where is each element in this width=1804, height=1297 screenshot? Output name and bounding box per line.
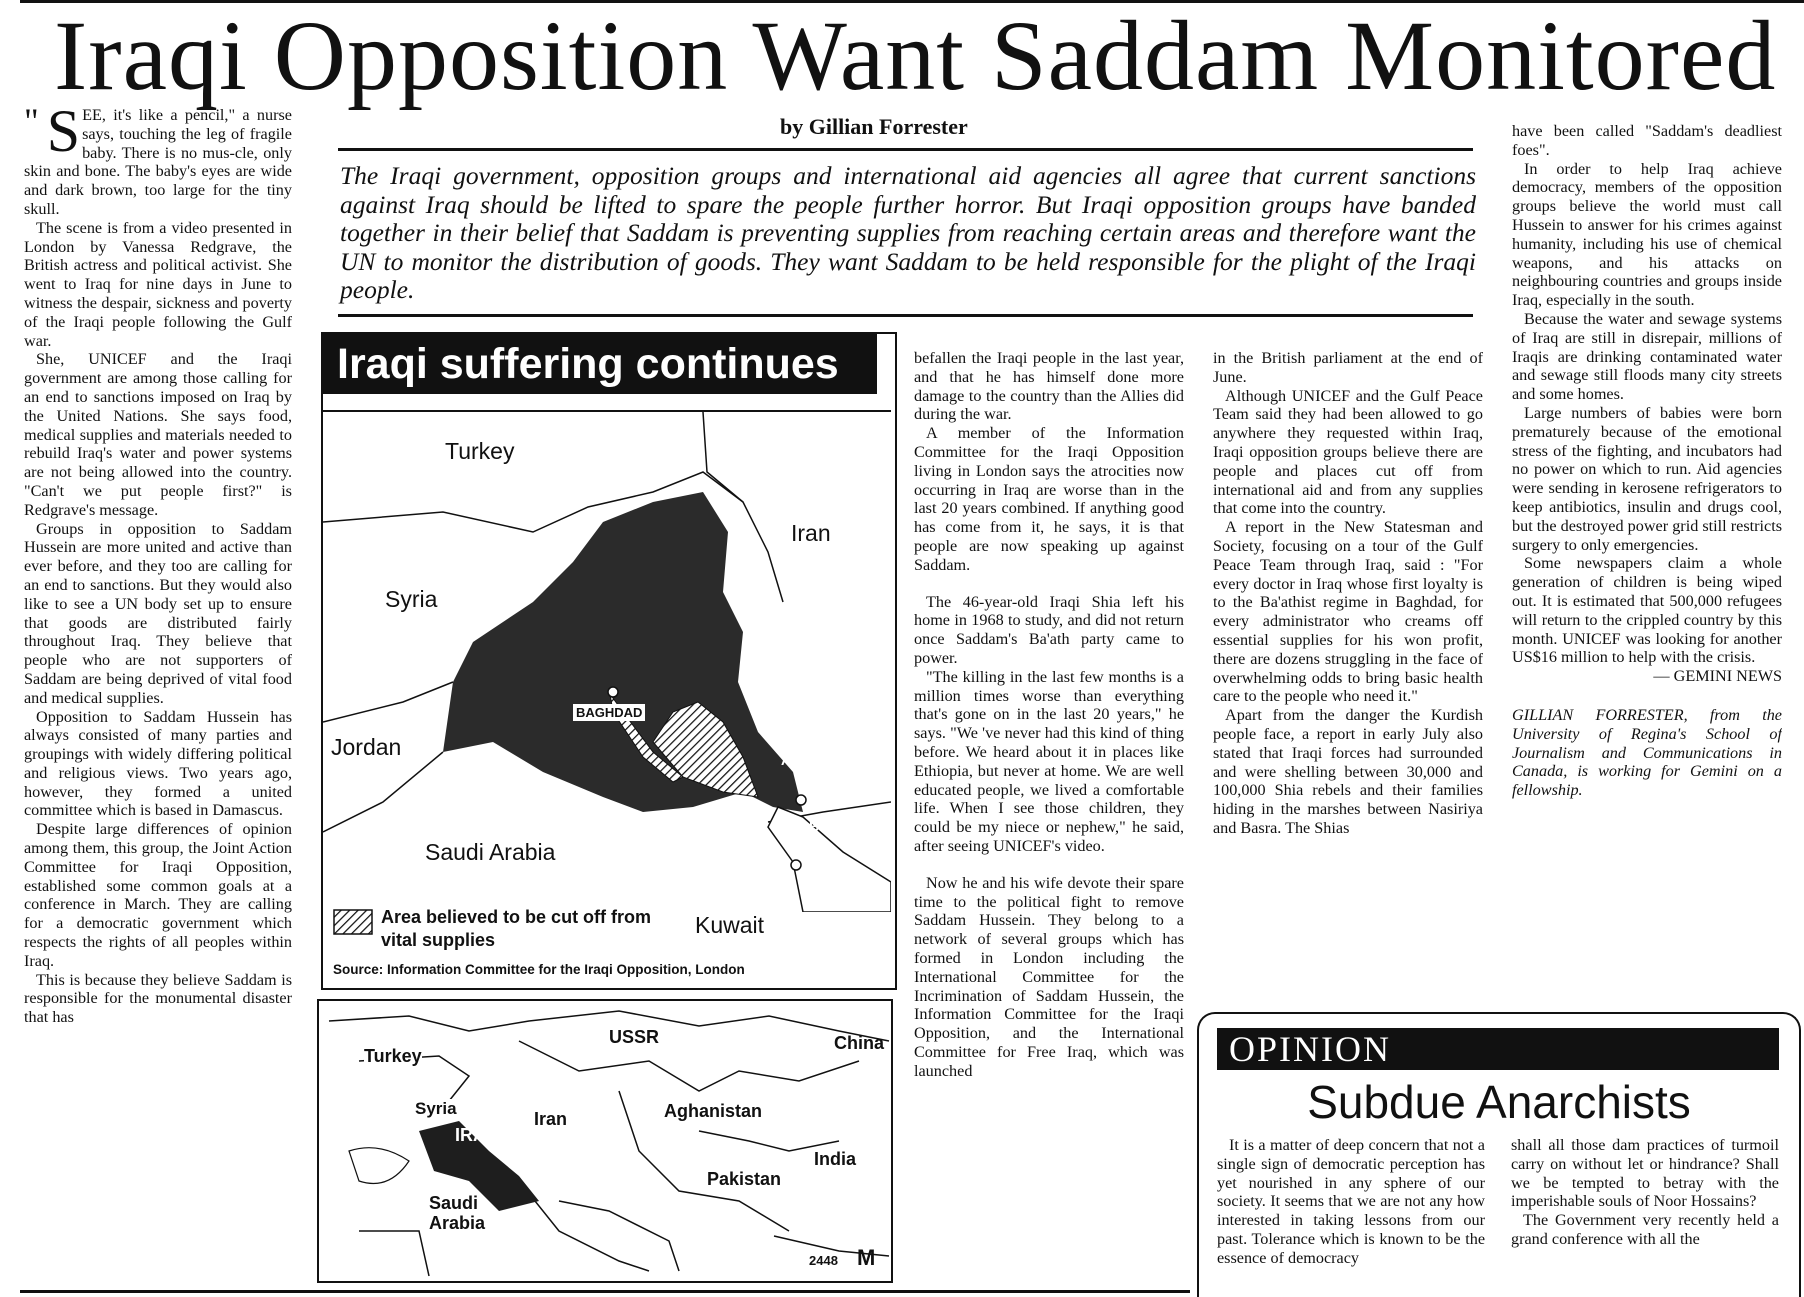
label-kuwait: Kuwait xyxy=(695,912,765,938)
opinion-title: Subdue Anarchists xyxy=(1307,1076,1691,1128)
paragraph: befallen the Iraqi people in the last year, and that he has himself done more damage to the country than the Allies did during the war. xyxy=(914,349,1184,424)
iraq-map xyxy=(321,332,897,990)
paragraph: The scene is from a video presented in London by Vanessa Redgrave, the British actress and political activist. She went to Iraq for nine days in June to witness the despair, sickness and poverty of the Iraqi people following the Gulf war. xyxy=(24,218,292,350)
paragraph: Apart from the danger the Kurdish people face, a report in early July also stated that Iraqi forces had surrounded and were shelling between 30,000 and 100,000 Shia rebels and their families hiding in the marshes between Nasiriya and Basra. The Shias xyxy=(1213,706,1483,837)
paragraph: A member of the Information Committee for the Iraqi Opposition living in London says the atrocities now occurring in Iraq are worse than in the last 20 years combined. If anything good has come from it, he says, it is that people are now speaking up against Saddam. xyxy=(914,424,1184,574)
paragraph: Large numbers of babies were born prematurely because of the emotional stress of the fighting, and incubators had no power on which to run. Aid agencies were sending in kerosene refrigerators to keep antibiotics, insulin and drugs cool, but the destroyed power grid still restricts surgery to only emergencies. xyxy=(1512,403,1782,554)
label-saudi-arabia: Saudi Arabia xyxy=(425,839,556,865)
legend-hatch-swatch xyxy=(333,909,373,935)
map-title-bar xyxy=(323,334,877,394)
article-column-1 xyxy=(24,106,292,1286)
label-al-amarah: Al'Amarah xyxy=(781,752,851,768)
drop-quote: " xyxy=(24,106,39,141)
opinion-label-bar xyxy=(1217,1028,1779,1070)
inset-label-iran: Iran xyxy=(534,1109,568,1129)
opinion-column-1: It is a matter of deep concern that not a single sign of democratic perception has yet nourished in any sphere of our society. It seems that we are not any how interested in taking lessons from our past. Tolerance which is known to be the essence of democracy xyxy=(1217,1136,1485,1267)
paragraph: A report in the New Statesman and Society, focusing on a tour of the Gulf Peace Team through Iraq, said : "For every doctor in Iraq whose first loyalty is to the Ba'athist regime in Baghdad, for every administrator who creams off essential supplies for his won profit, there are dozens struggling in the face of overwhelming odds to bring basic health care to the people who need it." xyxy=(1213,518,1483,706)
deck-rule-bottom xyxy=(338,314,1473,317)
paragraph: "The killing in the last few months is a million times worse than everything that's gone on in the last 20 years," he says. "We 've never had this kind of thing before. We heard about it in places like Ethiopia, but never at home. We are well educated people, we lived a comfortable life. When I see those children, they could be my niece or nephew," he said, after seeing UNICEF's video. xyxy=(914,667,1184,855)
gemini-logo: M xyxy=(857,1245,876,1270)
inset-label-india: India xyxy=(814,1149,857,1169)
paragraph: Although UNICEF and the Gulf Peace Team said they had been allowed to go anywhere they requested within Iraq, Iraqi opposition groups believe there are people and places cut off from international aid and from any supplies that come into the country. xyxy=(1213,386,1483,518)
inset-map-number: 2448 xyxy=(809,1253,838,1268)
paragraph: Now he and his wife devote their spare time to the political fight to remove Saddam Hussein. They belong to a network of several groups which has formed in London including the International Committee for the Incrimination of Saddam Hussein, the Information Committee for the Iraqi Opposition, and the International Committee for Free Iraq, which was launched xyxy=(914,873,1184,1080)
map-title: Iraqi suffering continues xyxy=(337,340,839,388)
map-graphic xyxy=(323,412,891,912)
label-jordan: Jordan xyxy=(331,734,402,760)
map-legend: Area believed to be cut off from vital supplies xyxy=(381,907,652,950)
region-inset-map xyxy=(317,999,893,1283)
deck-summary: The Iraqi government, opposition groups and international aid agencies all agree that current sanctions against Iraq should be lifted to spare the people further horror. But Iraqi opposition groups have banded together in their belief that Saddam is preventing supplies from reaching certain areas and therefore want the UN to monitor the distribution of goods. They want Saddam to be held responsible for the plight of the Iraqi people. xyxy=(340,161,1476,304)
bottom-rule xyxy=(20,1290,1190,1293)
byline: by Gillian Forrester xyxy=(780,114,968,139)
paragraph: Despite large differences of opinion among them, this group, the Joint Action Committee for Iraqi Opposition, established some common goals at a conference in March. They are calling for a democratic government which respects the rights of all peoples within Iraq. xyxy=(24,820,292,970)
signoff: — GEMINI NEWS xyxy=(1653,667,1782,686)
map-source: Source: Information Committee for the Iraqi Opposition, London xyxy=(333,962,745,977)
inset-label-pakistan: Pakistan xyxy=(707,1169,782,1189)
inset-label-syria: Syria xyxy=(415,1099,457,1118)
inset-label-turkey: Turkey xyxy=(364,1046,422,1066)
inset-label-china: China xyxy=(834,1033,885,1053)
article-column-3 xyxy=(914,349,1184,1289)
inset-label-iraq: IRAQ xyxy=(455,1125,500,1145)
opinion-column-2: shall all those dam practices of turmoil carry on without let or hindrance? Shall we be tempted to betray with the imperishable souls of Noor Hossains? The Government very recently held a grand conference with all the xyxy=(1511,1136,1779,1248)
label-turkey: Turkey xyxy=(445,438,515,464)
inset-label-arabia: Arabia xyxy=(429,1213,486,1233)
label-syria: Syria xyxy=(385,586,438,612)
paragraph: Some newspapers claim a whole generation of children is being wiped out. It is estimated that 500,000 refugees will return to the crippled country by this month. UNICEF was looking for another US$16 million to help with the crisis. xyxy=(1512,554,1782,667)
paragraph: Because the water and sewage systems of Iraq are still in disrepair, millions of Iraqis are drinking contaminated water and sewage still floods many city streets and some homes. xyxy=(1512,309,1782,404)
paragraph: Groups in opposition to Saddam Hussein are more united and active than ever before, and they too are calling for an end to sanctions. But they would also like to see a UN body set up to ensure that goods are distributed fairly throughout Iraq. They believe that people who are not supporters of Saddam are being deprived of vital food and medical supplies. xyxy=(24,519,292,707)
paragraph: This is because they believe Saddam is responsible for the monumental disaster that has xyxy=(24,970,292,1027)
label-baghdad: BAGHDAD xyxy=(573,704,645,721)
inset-label-afghanistan: Aghanistan xyxy=(664,1101,763,1121)
paragraph: have been called "Saddam's deadliest foes". xyxy=(1512,122,1782,159)
article-column-4 xyxy=(1213,349,1483,999)
paragraph: in the British parliament at the end of June. xyxy=(1213,349,1483,386)
paragraph: The 46-year-old Iraqi Shia left his home in 1968 to study, and did not return once Saddam's Ba'ath party came to power. xyxy=(914,592,1184,667)
opinion-box xyxy=(1197,1012,1801,1297)
headline: Iraqi Opposition Want Saddam Monitored xyxy=(54,0,1777,111)
lead-paragraph: " S EE, it's like a pencil," a nurse says, touching the leg of fragile baby. There is no mus-cle, only skin and bone. The baby's eyes are wide and dark brown, too large for the tiny skull. xyxy=(24,106,292,218)
inset-label-saudi: Saudi xyxy=(429,1193,479,1213)
paragraph: In order to help Iraq achieve democracy, members of the opposition groups believe the world must call Hussein to answer for his crimes against humanity, including his use of chemical weapons, and his attacks on neighbouring countries and groups inside Iraq, especially in the south. xyxy=(1512,159,1782,310)
deck-rule-top xyxy=(338,148,1473,151)
drop-cap: S xyxy=(46,106,81,164)
opinion-label: OPINION xyxy=(1229,1029,1391,1069)
label-iran: Iran xyxy=(791,520,831,546)
article-column-5 xyxy=(1512,122,1782,1002)
inset-label-ussr: USSR xyxy=(609,1027,660,1047)
label-basra: Basra xyxy=(809,818,848,834)
paragraph: Opposition to Saddam Hussein has always consisted of many parties and groupings with widely differing political and religious views. Two years ago, however, they formed a united committee which is based in Damascus. xyxy=(24,707,292,820)
paragraph: She, UNICEF and the Iraqi government are among those calling for an end to sanctions imposed on Iraq by the United Nations. She says food, medical supplies and materials needed to rebuild Iraq's water and power systems are not being allowed into the country. "Can't we put people first?" is Redgrave's message. xyxy=(24,350,292,519)
author-credit: GILLIAN FORRESTER, from the University of Regina's School of Journalism and Communications in Canada, is working for Gemini on a fellowship. xyxy=(1512,705,1782,800)
inset-map-graphic xyxy=(319,1001,891,1281)
